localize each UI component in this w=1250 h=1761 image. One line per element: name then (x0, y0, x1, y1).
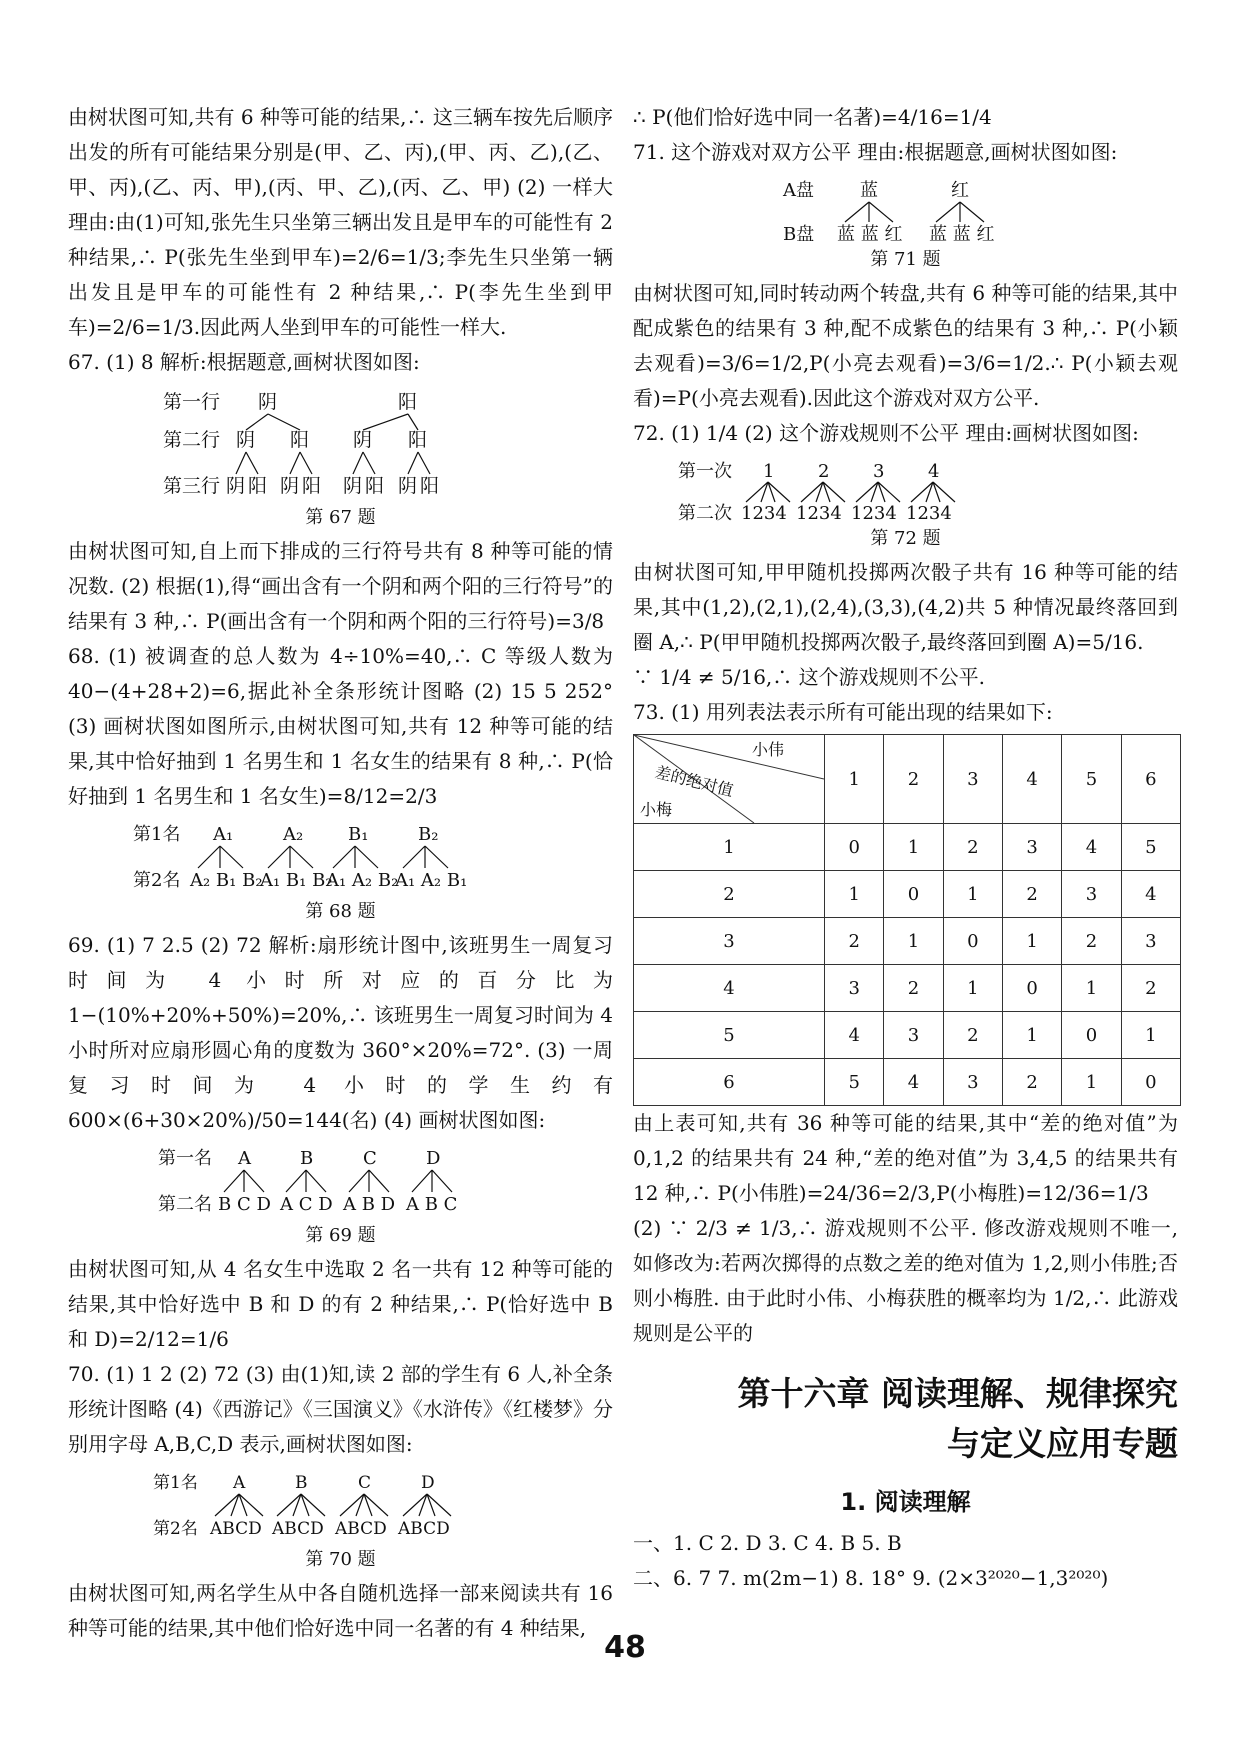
corner-label-top: 小伟 (752, 740, 785, 759)
tree-71-svg (633, 176, 1178, 248)
table-row (634, 824, 1181, 871)
paragraph: (2) ∵ 2/3 ≠ 1/3,∴ 游戏规则不公平. 修改游戏规则不唯一,如修改为:若两次掷得的点数之差的绝对值为 1,2,则小伟胜;否则小梅胜. 由于此时小伟、小梅获胜的概率均为 1/2,∴ 此游戏规则是公平的 (633, 1216, 1178, 1345)
table-cell: 0 (825, 824, 884, 871)
tree-node: 4 (928, 461, 940, 482)
figure-caption: 第 71 题 (870, 249, 941, 270)
tree-node: 1 (763, 461, 775, 482)
tree-node: 1234 (796, 503, 842, 524)
question-70: 70. (1) 1 2 (2) 72 (3) 由(1)知,读 2 部的学生有 6 人,补全条形统计图略 (4)《西游记》《三国演义》《水浒传》《红楼梦》分别用字母 A,B,C,D 表示,画树状图如图: (68, 1362, 613, 1456)
paragraph: 由上表可知,共有 36 种等可能的结果,其中“差的绝对值”为 0,1,2 的结果共有 24 种,“差的绝对值”为 3,4,5 的结果共有 12 种,∴ P(小伟胜)=24/36=2/3,P(小梅胜)=12/36=1/3 (633, 1111, 1178, 1205)
figure-caption: 第 70 题 (305, 1549, 376, 1570)
tree-node: A₁ A₂ B₁ (395, 870, 468, 891)
figure-caption: 第 72 题 (870, 528, 941, 549)
tree-row-label: 第二名 (158, 1194, 212, 1215)
table-cell: 3 (1121, 918, 1180, 965)
tree-row-label: B盘 (783, 224, 815, 245)
tree-node: 阴 (353, 429, 373, 451)
tree-row-label: 第一行 (163, 391, 221, 413)
tree-node: ABCD (398, 1519, 450, 1539)
tree-node: B₂ (418, 824, 439, 845)
table-cell: 3 (1002, 824, 1061, 871)
table-cell: 0 (943, 918, 1002, 965)
tree-node: 阴 (398, 475, 418, 497)
tree-node: B C D (218, 1194, 271, 1215)
question-73: 73. (1) 用列表法表示所有可能出现的结果如下: (633, 700, 1053, 724)
table-row-header: 1 (634, 824, 825, 871)
tree-node: 阴 (226, 475, 246, 497)
tree-67-svg (68, 386, 613, 506)
paragraph: ∴ P(他们恰好选中同一名著)=4/16=1/4 (633, 105, 992, 129)
tree-node: 1234 (851, 503, 897, 524)
table-cell: 4 (884, 1059, 943, 1106)
paragraph: 由树状图可知,同时转动两个转盘,共有 6 种等可能的结果,其中配成紫色的结果有 3 种,配不成紫色的结果有 3 种,∴ P(小颖去观看)=3/6=1/2,P(小亮去观看)=3/6=1/2.∴ P(小颖去观看)=P(小亮去观看).因此这个游戏对双方公平. (633, 281, 1178, 410)
table-col-header: 3 (943, 735, 1002, 824)
paragraph: 由树状图可知,自上而下排成的三行符号共有 8 种等可能的情况数. (2) 根据(1),得“画出含有一个阴和两个阳的三行符号”的结果有 3 种,∴ P(画出含有一个阴和两个阳的三行符号)=3/8 (68, 539, 613, 633)
table-col-header: 6 (1121, 735, 1180, 824)
chapter-title-line2: 与定义应用专题 (947, 1424, 1178, 1463)
table-row (634, 965, 1181, 1012)
tree-node: 阳 (290, 429, 310, 451)
tree-row-label: 第1名 (153, 1473, 198, 1493)
section-title: 1. 阅读理解 (840, 1488, 971, 1516)
table-cell: 2 (943, 1012, 1002, 1059)
chapter-title (633, 1369, 1178, 1469)
question-72: 72. (1) 1/4 (2) 这个游戏规则不公平 理由:画树状图如图: (633, 421, 1139, 445)
table-cell: 3 (1062, 871, 1121, 918)
paragraph: ∵ 1/4 ≠ 5/16,∴ 这个游戏规则不公平. (633, 665, 986, 689)
tree-row-label: 第一名 (158, 1148, 212, 1169)
table-col-header: 2 (884, 735, 943, 824)
paragraph: 由树状图可知,共有 6 种等可能的结果,∴ 这三辆车按先后顺序出发的所有可能结果分别是(甲、乙、丙),(甲、丙、乙),(乙、甲、丙),(乙、丙、甲),(丙、甲、乙),(丙、乙、甲) (2) 一样大 理由:由(1)可知,张先生只坐第三辆出发且是甲车的可能性有 2 种结果,∴ P(张先生坐到甲车)=2/6=1/3;李先生只坐第一辆出发且是甲车的可能性有 2 种结果,∴ P(李先生坐到甲车)=2/6=1/3.因此两人坐到甲车的可能性一样大. (68, 105, 613, 339)
tree-node: 蓝 蓝 红 (929, 224, 995, 245)
table-cell: 2 (825, 918, 884, 965)
table-corner-cell (634, 735, 825, 824)
tree-node: D (426, 1148, 441, 1169)
table-cell: 0 (1002, 965, 1061, 1012)
table-cell: 2 (1002, 871, 1061, 918)
tree-node: 红 (951, 180, 969, 201)
table-col-header: 4 (1002, 735, 1061, 824)
table-cell: 5 (825, 1059, 884, 1106)
figure-caption: 第 68 题 (305, 901, 376, 922)
tree-node: A₁ B₁ B₂ (260, 870, 333, 891)
tree-node: D (421, 1473, 435, 1493)
answer-line: 一、1. C 2. D 3. C 4. B 5. B (633, 1531, 902, 1555)
table-row-header: 5 (634, 1012, 825, 1059)
tree-row-label: 第一次 (678, 461, 732, 482)
tree-row-label: 第三行 (163, 475, 221, 497)
tree-node: 阳 (365, 475, 385, 497)
table-col-header: 1 (825, 735, 884, 824)
table-row (634, 1012, 1181, 1059)
difference-table (633, 734, 1181, 1106)
table-row-header: 3 (634, 918, 825, 965)
page-number: 48 (604, 1630, 646, 1665)
tree-row-label: 第2名 (133, 870, 181, 891)
tree-node: 阴 (236, 429, 256, 451)
tree-node: 阳 (420, 475, 440, 497)
question-68: 68. (1) 被调查的总人数为 4÷10%=40,∴ C 等级人数为 40−(4+28+2)=6,据此补全条形统计图略 (2) 15 5 252° (3) 画树状图如图所示,由树状图可知,共有 12 种等可能的结果,其中恰好抽到 1 名男生和 1 名女生的结果有 8 种,∴ P(恰好抽到 1 名男生和 1 名女生)=8/12=2/3 (68, 644, 613, 808)
table-row-header: 4 (634, 965, 825, 1012)
tree-node: 阴 (343, 475, 363, 497)
tree-diagram-69 (68, 1144, 613, 1248)
tree-node: ABCD (335, 1519, 387, 1539)
table-cell: 2 (1002, 1059, 1061, 1106)
tree-diagram-67 (68, 386, 613, 530)
tree-node: 阳 (302, 475, 322, 497)
table-cell: 2 (884, 965, 943, 1012)
table-cell: 0 (884, 871, 943, 918)
table-cell: 1 (943, 871, 1002, 918)
left-column (68, 100, 613, 1646)
tree-node: 2 (818, 461, 830, 482)
tree-node: 阴 (258, 391, 278, 413)
tree-diagram-68 (68, 820, 613, 924)
tree-node: 阳 (248, 475, 268, 497)
tree-diagram-71 (633, 176, 1178, 272)
table-cell: 2 (1121, 965, 1180, 1012)
tree-node: 1234 (906, 503, 952, 524)
tree-node: 3 (873, 461, 885, 482)
corner-diagonals (634, 735, 824, 823)
tree-node: B₁ (348, 824, 369, 845)
table-header-row (634, 735, 1181, 824)
question-71: 71. 这个游戏对双方公平 理由:根据题意,画树状图如图: (633, 140, 1118, 164)
paragraph: 由树状图可知,两名学生从中各自随机选择一部来阅读共有 16 种等可能的结果,其中他们恰好选中同一名著的有 4 种结果, (68, 1581, 613, 1640)
table-cell: 1 (825, 871, 884, 918)
table-row-header: 6 (634, 1059, 825, 1106)
table-cell: 1 (1002, 918, 1061, 965)
table-row (634, 1059, 1181, 1106)
figure-caption: 第 67 题 (305, 507, 376, 528)
tree-node: 蓝 蓝 红 (837, 224, 903, 245)
tree-row-label: 第2名 (153, 1519, 198, 1539)
table-cell: 4 (825, 1012, 884, 1059)
tree-row-label: 第二行 (163, 429, 221, 451)
table-cell: 5 (1121, 824, 1180, 871)
table-cell: 1 (1002, 1012, 1061, 1059)
table-cell: 2 (943, 824, 1002, 871)
table-cell: 1 (1062, 1059, 1121, 1106)
tree-row-label: A盘 (783, 180, 814, 201)
tree-row-label: 第1名 (133, 824, 181, 845)
corner-label-bottom: 小梅 (640, 800, 673, 819)
tree-node: A (233, 1473, 246, 1493)
tree-node: ABCD (272, 1519, 324, 1539)
tree-node: ABCD (210, 1519, 262, 1539)
tree-node: 蓝 (860, 180, 878, 201)
tree-node: C (358, 1473, 372, 1493)
tree-node: A₂ B₁ B₂ (190, 870, 263, 891)
table-cell: 1 (1062, 965, 1121, 1012)
question-69: 69. (1) 7 2.5 (2) 72 解析:扇形统计图中,该班男生一周复习时间为 4 小时所对应的百分比为 1−(10%+20%+50%)=20%,∴ 该班男生一周复习时间为 4 小时所对应扇形圆心角的度数为 360°×20%=72°. (3) 一周复习时间为 4 小时的学生约有 600×(6+30×20%)/50=144(名) (4) 画树状图如图: (68, 933, 613, 1132)
table-cell: 3 (943, 1059, 1002, 1106)
tree-node: A₁ (213, 824, 234, 845)
tree-node: A₁ A₂ B₂ (326, 870, 399, 891)
tree-node: 阴 (280, 475, 300, 497)
tree-node: 阳 (398, 391, 418, 413)
tree-69-svg (68, 1144, 613, 1224)
tree-node: 1234 (741, 503, 787, 524)
chapter-title-line1: 第十六章 阅读理解、规律探究 (737, 1374, 1178, 1413)
answer-line: 二、6. 7 7. m(2m−1) 8. 18° 9. (2×3²⁰²⁰−1,3²⁰²⁰) (633, 1566, 1109, 1590)
table-cell: 1 (884, 918, 943, 965)
paragraph: 由树状图可知,甲甲随机投掷两次骰子共有 16 种等可能的结果,其中(1,2),(2,1),(2,4),(3,3),(4,2)共 5 种情况最终落回到圈 A,∴ P(甲甲随机投掷两次骰子,最终落回到圈 A)=5/16. (633, 560, 1178, 654)
tree-70-svg (68, 1468, 613, 1548)
table-cell: 0 (1121, 1059, 1180, 1106)
paragraph: 由树状图可知,从 4 名女生中选取 2 名一共有 12 种等可能的结果,其中恰好选中 B 和 D 的有 2 种结果,∴ P(恰好选中 B 和 D)=2/12=1/6 (68, 1257, 613, 1351)
tree-node: C (363, 1148, 377, 1169)
tree-node: A (238, 1148, 251, 1169)
table-cell: 4 (1121, 871, 1180, 918)
table-row (634, 871, 1181, 918)
tree-node: A B C (406, 1194, 458, 1215)
table-cell: 2 (1062, 918, 1121, 965)
tree-diagram-70 (68, 1468, 613, 1572)
tree-72-svg (633, 457, 1178, 527)
figure-caption: 第 69 题 (305, 1225, 376, 1246)
table-cell: 1 (1121, 1012, 1180, 1059)
table-cell: 1 (884, 824, 943, 871)
table-cell: 3 (825, 965, 884, 1012)
table-cell: 0 (1062, 1012, 1121, 1059)
table-row-header: 2 (634, 871, 825, 918)
tree-node: 阳 (408, 429, 428, 451)
table-cell: 1 (943, 965, 1002, 1012)
tree-node: B (300, 1148, 314, 1169)
table-row (634, 918, 1181, 965)
tree-node: A₂ (283, 824, 304, 845)
tree-node: A B D (343, 1194, 396, 1215)
tree-row-label: 第二次 (678, 503, 732, 524)
corner-label-mid: 差的绝对值 (653, 762, 736, 801)
tree-node: B (295, 1473, 308, 1493)
table-cell: 4 (1062, 824, 1121, 871)
tree-68-svg (68, 820, 613, 900)
tree-diagram-72 (633, 457, 1178, 551)
tree-node: A C D (280, 1194, 333, 1215)
right-column (633, 100, 1178, 1596)
table-cell: 3 (884, 1012, 943, 1059)
table-col-header: 5 (1062, 735, 1121, 824)
question-67: 67. (1) 8 解析:根据题意,画树状图如图: (68, 350, 420, 374)
